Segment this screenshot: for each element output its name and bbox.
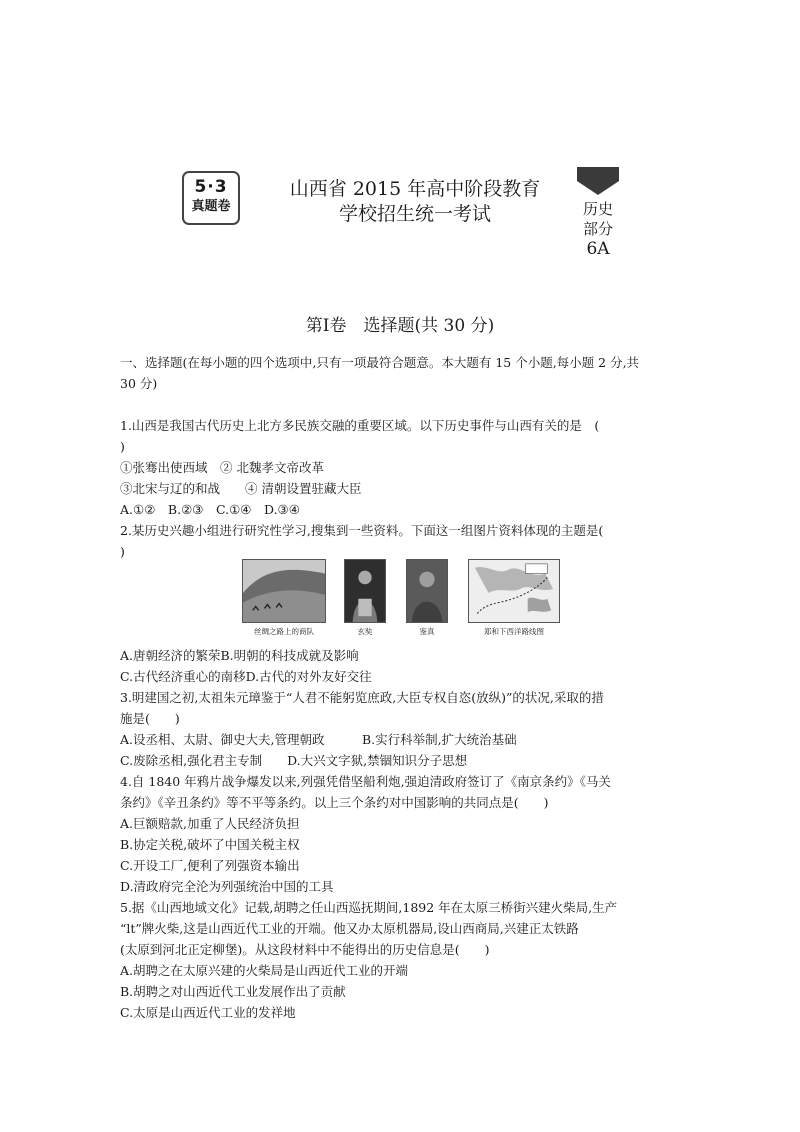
- q3-stem-cont: 施是( ): [120, 711, 180, 726]
- exam-title-line2: 学校招生统一考试: [338, 203, 491, 225]
- q2-stem-cont: ): [120, 544, 125, 559]
- caption-xuanzang: 玄奘: [357, 627, 373, 636]
- q2-options: C.古代经济重心的南移D.古代的对外友好交往: [120, 669, 372, 684]
- q1-options: A.①② B.②③ C.①④ D.③④: [120, 502, 300, 517]
- instructions-line: 30 分): [120, 376, 158, 391]
- q3-options: C.废除丞相,强化君主专制 D.大兴文字狱,禁锢知识分子思想: [120, 753, 468, 768]
- q1-stem: 1.山西是我国古代历史上北方多民族交融的重要区域。以下历史事件与山西有关的是 (: [120, 418, 600, 433]
- side-label-line2: 部分: [582, 220, 613, 238]
- q5-stem-cont: (太原到河北正定柳堡)。从这段材料中不能得出的历史信息是( ): [120, 942, 490, 957]
- q1-item: ③北宋与辽的和战 ④ 清朝设置驻藏大臣: [120, 481, 362, 496]
- q4-stem-cont: 条约》《辛丑条约》等不平等条约。以上三个条约对中国影响的共同点是( ): [120, 795, 549, 810]
- jianzhen-image: [406, 559, 448, 623]
- q2-options: A.唐朝经济的繁荣B.明朝的科技成就及影响: [120, 648, 359, 663]
- instructions-line: 一、选择题(在每小题的四个选项中,只有一项最符合题意。本大题有 15 个小题,每小题 2 分,共: [120, 355, 640, 370]
- zheng-he-voyage-map-image: [468, 559, 560, 623]
- q3-stem: 3.明建国之初,太祖朱元璋鉴于“人君不能躬览庶政,大臣专权自恣(放纵)”的状况,采取的措: [120, 690, 604, 705]
- logo-top-text: 5·3: [194, 177, 228, 197]
- caption-jianzhen: 鉴真: [419, 627, 435, 636]
- q4-option-c: C.开设工厂,便利了列强资本输出: [120, 858, 300, 873]
- q4-option-a: A.巨额赔款,加重了人民经济负担: [120, 816, 300, 831]
- exam-title-line1: 山西省 2015 年高中阶段教育: [289, 178, 541, 200]
- ribbon-tab-icon: [577, 167, 619, 195]
- q4-option-d: D.清政府完全沦为列强统治中国的工具: [120, 879, 334, 894]
- q5-option-a: A.胡聘之在太原兴建的火柴局是山西近代工业的开端: [120, 963, 409, 978]
- side-label-line1: 历史: [582, 200, 613, 218]
- q1-item: ①张骞出使西域 ② 北魏孝文帝改革: [120, 460, 324, 475]
- xuanzang-image: [344, 559, 386, 623]
- q4-option-b: B.协定关税,破坏了中国关税主权: [120, 837, 300, 852]
- q3-options: A.设丞相、太尉、御史大夫,管理朝政 B.实行科举制,扩大统治基础: [120, 732, 517, 747]
- q2-image-strip: [242, 559, 560, 637]
- caption-zheng-he: 郑和下西洋路线图: [484, 627, 544, 636]
- logo-bottom-text: 真题卷: [191, 199, 231, 214]
- section-title: 第Ⅰ卷 选择题(共 30 分): [305, 316, 495, 336]
- q5-stem: 5.据《山西地域文化》记载,胡聘之任山西巡抚期间,1892 年在太原三桥街兴建火柴局,生产: [120, 900, 618, 915]
- q5-option-b: B.胡聘之对山西近代工业发展作出了贡献: [120, 984, 346, 999]
- q5-stem-cont: “lt”牌火柴,这是山西近代工业的开端。他又办太原机器局,设山西商局,兴建正太铁路: [120, 921, 579, 936]
- logo-53: [182, 171, 240, 225]
- side-label-line3: 6A: [586, 239, 610, 259]
- q4-stem: 4.自 1840 年鸦片战争爆发以来,列强凭借坚船利炮,强迫清政府签订了《南京条约》《马关: [120, 774, 611, 789]
- q5-option-c: C.太原是山西近代工业的发祥地: [120, 1005, 296, 1020]
- caption-silk-road: 丝绸之路上的商队: [254, 627, 314, 636]
- q2-stem: 2.某历史兴趣小组进行研究性学习,搜集到一些资料。下面这一组图片资料体现的主题是(: [120, 523, 604, 538]
- q1-stem-cont: ): [120, 439, 125, 454]
- silk-road-caravan-image: [242, 559, 326, 623]
